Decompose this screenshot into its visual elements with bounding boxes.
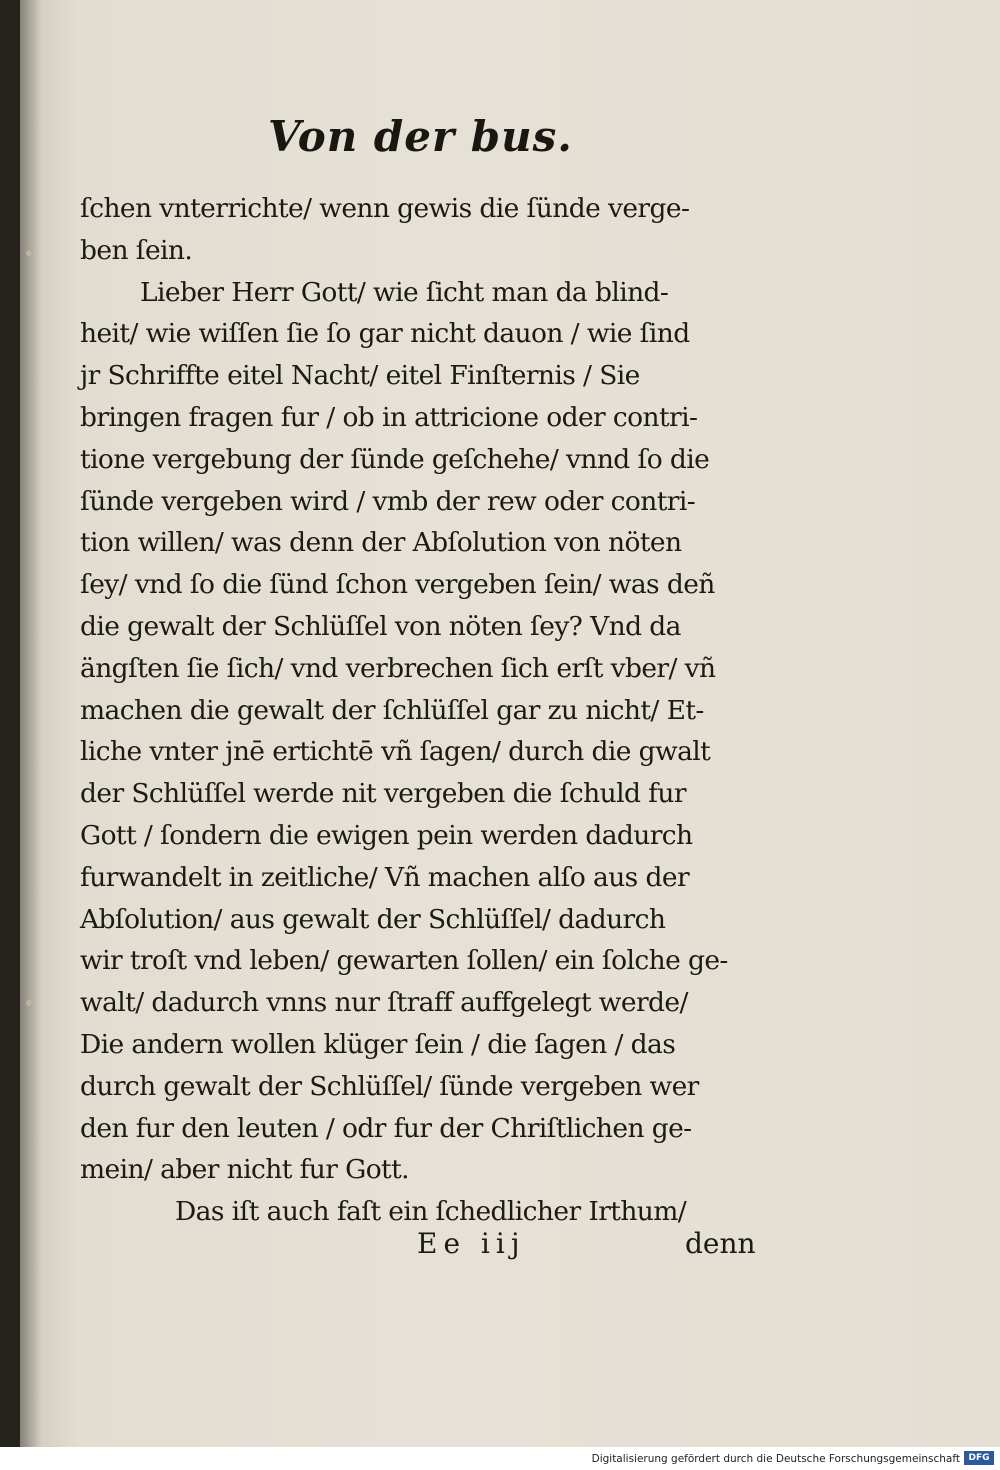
text-line: die gewalt der Schlüſſel von nöten ſey? Vnd da: [80, 610, 681, 642]
text-line: ſchen vnterrichte/ wenn gewis die ſünde verge-: [80, 193, 690, 224]
funding-credit: Digitalisierung gefördert durch die Deutsche Forschungsgemeinschaft: [591, 1453, 960, 1465]
text-line: wir troſt vnd leben/ gewarten ſollen/ ein ſolche ge-: [80, 945, 728, 977]
running-head: Von der bus.: [268, 112, 573, 161]
text-line: ſey/ vnd ſo die ſünd ſchon vergeben ſein/ was deñ: [80, 569, 715, 601]
text-line: Die andern wollen klüger ſein / die ſagen / das: [80, 1028, 676, 1060]
text-line: tione vergebung der ſünde geſchehe/ vnnd ſo die: [80, 443, 710, 475]
text-line: den fur den leuten / odr fur der Chriſtlichen ge-: [80, 1112, 692, 1144]
text-line: Abſolution/ aus gewalt der Schlüſſel/ dadurch: [80, 903, 666, 935]
text-line: jr Schriffte eitel Nacht/ eitel Finſternis / Sie: [80, 360, 640, 392]
text-line: heit/ wie wiſſen ſie ſo gar nicht dauon / wie ſind: [80, 318, 690, 350]
text-line: machen die gewalt der ſchlüſſel gar zu nicht/ Et-: [80, 694, 704, 726]
text-line: Das iſt auch faſt ein ſchedlicher Irthum/: [175, 1196, 687, 1228]
text-line: furwandelt in zeitliche/ Vñ machen alſo aus der: [80, 861, 690, 893]
footer-bar: [0, 1447, 1000, 1470]
paper-blemish: [26, 1000, 32, 1006]
body-text: [80, 188, 780, 1233]
text-line: walt/ dadurch vnns nur ſtraff auffgelegt werde/: [80, 987, 688, 1019]
dfg-logo: DFG: [964, 1451, 994, 1465]
text-line: mein/ aber nicht fur Gott.: [80, 1154, 409, 1186]
text-line: liche vnter jnē ertichtē vñ ſagen/ durch die gwalt: [80, 736, 711, 768]
signature-mark: Ee iij: [417, 1227, 526, 1260]
page-foot: [20, 1227, 1000, 1269]
catchword: denn: [685, 1227, 756, 1260]
paper-blemish: [26, 250, 32, 256]
text-line: durch gewalt der Schlüſſel/ ſünde vergeben wer: [80, 1070, 699, 1102]
text-line: tion willen/ was denn der Abſolution von nöten: [80, 527, 682, 559]
book-page: [20, 0, 1000, 1447]
text-line: der Schlüſſel werde nit vergeben die ſchuld fur: [80, 778, 686, 810]
text-line: ſünde vergeben wird / vmb der rew oder contri-: [80, 485, 696, 517]
text-line: ängſten ſie ſich/ vnd verbrechen ſich erſt vber/ vñ: [80, 652, 716, 684]
text-line: Lieber Herr Gott/ wie ſicht man da blind-: [140, 276, 669, 308]
text-line: Gott / ſondern die ewigen pein werden dadurch: [80, 819, 693, 851]
text-line: bringen fragen fur / ob in attricione oder contri-: [80, 401, 698, 433]
text-line: ben ſein.: [80, 234, 193, 266]
